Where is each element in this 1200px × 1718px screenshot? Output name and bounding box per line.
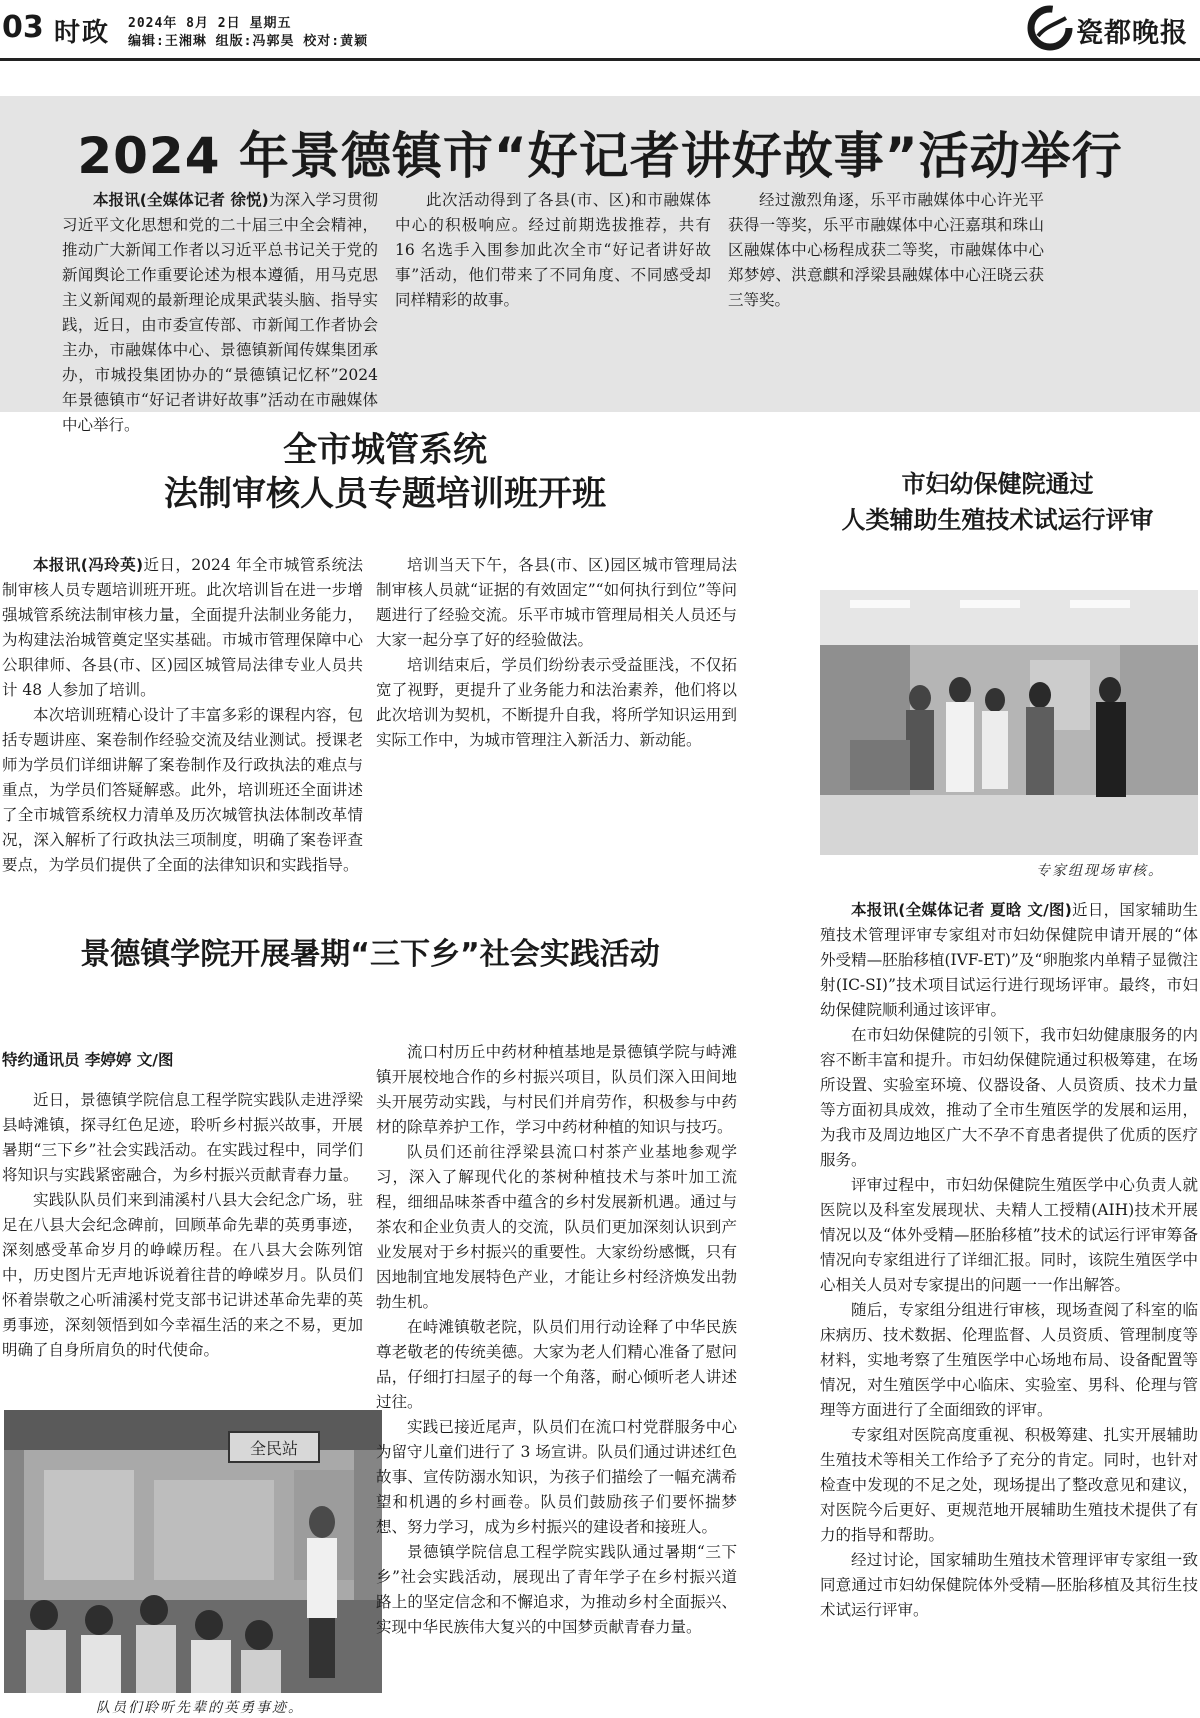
fy-paragraph-6: 经过讨论，国家辅助生殖技术管理评审专家组一致同意通过市妇幼保健院体外受精—胚胎移植及其衍生技术试运行评审。 bbox=[820, 1551, 1198, 1619]
cg-headline-line-2: 法制审核人员专题培训班开班 bbox=[164, 474, 606, 514]
cg-headline bbox=[0, 428, 770, 516]
sxx-paragraph-5: 在峙滩镇敬老院，队员们用行动诠释了中华民族尊老敬老的传统美德。大家为老人们精心准备了慰问品，仔细打扫屋子的每一个角落，耐心倾听老人讲述过往。 bbox=[376, 1318, 737, 1411]
photo-sign-text: 全民站 bbox=[249, 1439, 299, 1458]
fy-photo-caption: 专家组现场审核。 bbox=[1036, 863, 1164, 879]
feature-column-3 bbox=[728, 188, 1044, 383]
sxx-photo-image bbox=[4, 1410, 382, 1693]
cg-headline-line-1: 全市城管系统 bbox=[283, 430, 487, 470]
feature-headline: 2024 年景德镇市“好记者讲好故事”活动举行 bbox=[77, 127, 1123, 185]
section-name: 时政 bbox=[54, 18, 111, 48]
fy-column bbox=[820, 898, 1198, 1718]
header-rule bbox=[0, 58, 1200, 61]
issue-date: 2024年 8月 2日 星期五 bbox=[128, 16, 292, 31]
fy-paragraph-2: 在市妇幼保健院的引领下，我市妇幼健康服务的内容不断丰富和提升。市妇幼保健院通过积极筹建，在场所设置、实验室环境、仪器设备、人员资质、技术力量等方面初具成效，推动了全市生殖医学的发展和运用，为我市及周边地区广大不孕不育患者提供了优质的医疗服务。 bbox=[820, 1026, 1198, 1169]
feature-paragraph-3: 经过激烈角逐，乐平市融媒体中心许光平获得一等奖，乐平市融媒体中心汪嘉琪和珠山区融媒体中心杨程成获二等奖，市融媒体中心郑梦婷、洪意麒和浮梁县融媒体中心汪晓云获三等奖。 bbox=[728, 191, 1044, 309]
cg-paragraph-4: 培训结束后，学员们纷纷表示受益匪浅，不仅拓宽了视野，更提升了业务能力和法治素养，他们将以此次培训为契机，不断提升自我，将所学知识运用到实际工作中，为城市管理注入新活力、新动能。 bbox=[376, 656, 737, 749]
sxx-paragraph-6: 实践已接近尾声，队员们在流口村党群服务中心为留守儿童们进行了 3 场宣讲。队员们通过讲述红色故事、宣传防溺水知识，为孩子们描绘了一幅充满希望和机遇的乡村画卷。队员们鼓励孩子们要怀揣梦想、努力学习，成为乡村振兴的建设者和接班人。 bbox=[376, 1418, 737, 1536]
sxx-photo-caption: 队员们聆听先辈的英勇事迹。 bbox=[96, 1700, 304, 1716]
sxx-byline: 特约通讯员 李婷婷 文/图 bbox=[2, 1051, 174, 1069]
fy-headline bbox=[795, 466, 1200, 538]
feature-column-1 bbox=[62, 188, 378, 434]
feature-column-2 bbox=[395, 188, 711, 383]
feature-paragraph-2: 此次活动得到了各县(市、区)和市融媒体中心的积极响应。经过前期选拔推荐，共有 16 名选手入围参加此次全市“好记者讲好故事”活动，他们带来了不同角度、不同感受却同样精彩的故事。 bbox=[395, 191, 711, 309]
sxx-paragraph-2: 实践队队员们来到浦溪村八县大会纪念广场，驻足在八县大会纪念碑前，回顾革命先辈的英勇事迹，深刻感受革命岁月的峥嵘历程。在八县大会陈列馆中，历史图片无声地诉说着往昔的峥嵘岁月。队员们怀着崇敬之心听浦溪村党支部书记讲述革命先辈的英勇事迹，深刻领悟到如今幸福生活的来之不易，更加明确了自身所肩负的时代使命。 bbox=[2, 1191, 363, 1359]
cg-paragraph-3: 培训当天下午，各县(市、区)园区城市管理局法制审核人员就“证据的有效固定”“如何执行到位”等问题进行了经验交流。乐平市城市管理局相关人员还与大家一起分享了好的经验做法。 bbox=[376, 556, 737, 649]
fy-paragraph-1: 近日，国家辅助生殖技术管理评审专家组对市妇幼保健院申请开展的“体外受精—胚胎移植(IVF-ET)”及“卵胞浆内单精子显微注射(IC-SI)”技术项目试运行进行现场评审。最终，市妇幼保健院顺利通过该评审。 bbox=[820, 901, 1198, 1019]
sxx-photo bbox=[4, 1410, 382, 1693]
newspaper-name: 瓷都晚报 bbox=[1076, 18, 1188, 49]
feature-byline: 本报讯(全媒体记者 徐悦) bbox=[93, 191, 269, 209]
cg-byline: 本报讯(冯玲英) bbox=[33, 556, 144, 574]
fy-headline-line-1: 市妇幼保健院通过 bbox=[901, 470, 1094, 498]
sxx-paragraph-3: 流口村历丘中药材种植基地是景德镇学院与峙滩镇开展校地合作的乡村振兴项目，队员们深入田间地头开展劳动实践，与村民们并肩劳作，积极参与中药材的除草养护工作，学习中药材种植的知识与技巧。 bbox=[376, 1043, 737, 1136]
cg-column-1 bbox=[2, 553, 364, 874]
fy-photo-image bbox=[820, 590, 1198, 855]
sxx-column-2 bbox=[376, 1040, 737, 1715]
sxx-headline: 景德镇学院开展暑期“三下乡”社会实践活动 bbox=[80, 937, 660, 972]
fy-photo bbox=[820, 590, 1198, 855]
feature-paragraph-1: 为深入学习贯彻习近平文化思想和党的二十届三中全会精神，推动广大新闻工作者以习近平总书记关于党的新闻舆论工作重要论述为根本遵循，用马克思主义新闻观的最新理论成果武装头脑、指导实践，近日，由市委宣传部、市新闻工作者协会主办，市融媒体中心、景德镇新闻传媒集团承办，市城投集团协办的“景德镇记忆杯”2024 年景德镇市“好记者讲好故事”活动在市融媒体中心举行。 bbox=[62, 191, 378, 434]
cg-paragraph-1: 近日，2024 年全市城管系统法制审核人员专题培训班开班。此次培训旨在进一步增强城管系统法制审核力量，全面提升法制业务能力，为构建法治城管奠定坚实基础。市城市管理保障中心公职律师、各县(市、区)园区城管局法律专业人员共计 48 人参加了培训。 bbox=[2, 556, 364, 699]
page-number: 03 bbox=[2, 10, 44, 45]
sxx-column-1 bbox=[2, 1088, 363, 1388]
fy-paragraph-5: 专家组对医院高度重视、积极筹建、扎实开展辅助生殖技术等相关工作给予了充分的肯定。同时，也针对检查中发现的不足之处，现场提出了整改意见和建议，对医院今后更好、更规范地开展辅助生殖技术提供了有力的指导和帮助。 bbox=[820, 1426, 1198, 1544]
editor-credits: 编辑:王湘琳 组版:冯郭昊 校对:黄颖 bbox=[128, 34, 369, 49]
sxx-paragraph-1: 近日，景德镇学院信息工程学院实践队走进浮梁县峙滩镇，探寻红色足迹，聆听乡村振兴故事，开展暑期“三下乡”社会实践活动。在实践过程中，同学们将知识与实践紧密融合，为乡村振兴贡献青春力量。 bbox=[2, 1091, 363, 1184]
sxx-paragraph-7: 景德镇学院信息工程学院实践队通过暑期“三下乡”社会实践活动，展现出了青年学子在乡村振兴道路上的坚定信念和不懈追求，为推动乡村全面振兴、实现中华民族伟大复兴的中国梦贡献青春力量。 bbox=[376, 1543, 737, 1636]
cg-paragraph-2: 本次培训班精心设计了丰富多彩的课程内容，包括专题讲座、案卷制作经验交流及结业测试。授课老师为学员们详细讲解了案卷制作及行政执法的难点与重点，为学员们答疑解惑。此外，培训班还全面讲述了全市城管系统权力清单及历次城管执法体制改革情况，深入解析了行政执法三项制度，明确了案卷评查要点，为学员们提供了全面的法律知识和实践指导。 bbox=[2, 706, 363, 874]
cg-column-2 bbox=[376, 553, 737, 808]
fy-byline: 本报讯(全媒体记者 夏晗 文/图) bbox=[851, 901, 1072, 919]
newspaper-logo-icon bbox=[1028, 6, 1072, 50]
fy-headline-line-2: 人类辅助生殖技术试运行评审 bbox=[841, 506, 1154, 534]
fy-paragraph-4: 随后，专家组分组进行审核，现场查阅了科室的临床病历、技术数据、伦理监督、人员资质、管理制度等材料，实地考察了生殖医学中心场地布局、设备配置等情况，对生殖医学中心临床、实验室、男科、伦理与管理等方面进行了全面细致的评审。 bbox=[820, 1301, 1198, 1419]
fy-paragraph-3: 评审过程中，市妇幼保健院生殖医学中心负责人就医院以及科室发展现状、夫精人工授精(AIH)技术开展情况以及“体外受精—胚胎移植”技术的试运行评审筹备情况向专家组进行了详细汇报。同时，该院生殖医学中心相关人员对专家提出的问题一一作出解答。 bbox=[820, 1176, 1198, 1294]
sxx-paragraph-4: 队员们还前往浮梁县流口村茶产业基地参观学习，深入了解现代化的茶树种植技术与茶叶加工流程，细细品味茶香中蕴含的乡村发展新机遇。通过与茶农和企业负责人的交流，队员们更加深刻认识到产业发展对于乡村振兴的重要性。大家纷纷感慨，只有因地制宜地发展特色产业，才能让乡村经济焕发出勃勃生机。 bbox=[376, 1143, 737, 1311]
